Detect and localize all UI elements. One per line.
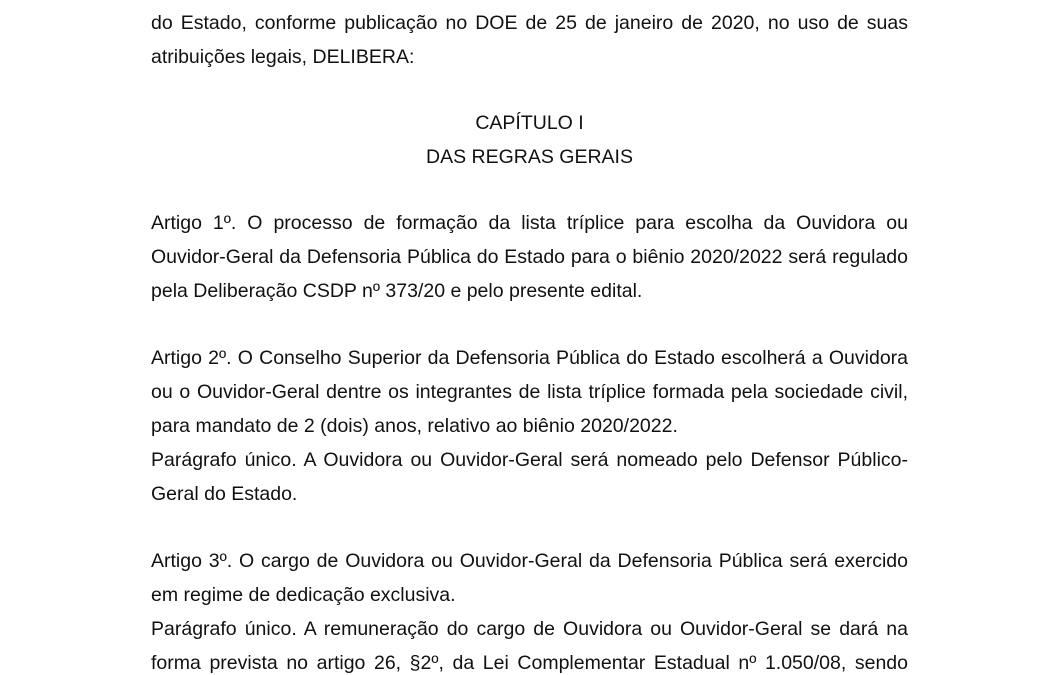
chapter-title: DAS REGRAS GERAIS bbox=[426, 146, 633, 168]
article-3-paragraph-line-2: forma prevista no artigo 26, §2º, da Lei Complementar Estadual nº 1.050/08, sendo bbox=[151, 652, 908, 674]
intro-line-2: atribuições legais, DELIBERA: bbox=[151, 46, 415, 68]
article-2-paragraph-line-2: Geral do Estado. bbox=[151, 483, 298, 505]
article-2-line-1: Artigo 2º. O Conselho Superior da Defensoria Pública do Estado escolherá a Ouvidora bbox=[151, 347, 908, 369]
chapter-number: CAPÍTULO I bbox=[475, 112, 584, 134]
article-2 bbox=[151, 341, 908, 511]
intro-paragraph bbox=[151, 6, 908, 74]
intro-line-1: do Estado, conforme publicação no DOE de 25 de janeiro de 2020, no uso de suas bbox=[151, 12, 908, 34]
article-3-line-2: em regime de dedicação exclusiva. bbox=[151, 584, 456, 606]
article-1 bbox=[151, 206, 908, 308]
article-2-line-2: ou o Ouvidor-Geral dentre os integrantes de lista tríplice formada pela sociedade civil, bbox=[151, 381, 908, 403]
article-2-line-3: para mandato de 2 (dois) anos, relativo ao biênio 2020/2022. bbox=[151, 415, 678, 437]
article-1-line-3: pela Deliberação CSDP nº 373/20 e pelo presente edital. bbox=[151, 280, 643, 302]
article-3-line-1: Artigo 3º. O cargo de Ouvidora ou Ouvidor-Geral da Defensoria Pública será exercido bbox=[151, 550, 908, 572]
article-3-paragraph-line-1: Parágrafo único. A remuneração do cargo de Ouvidora ou Ouvidor-Geral se dará na bbox=[151, 618, 908, 640]
article-1-line-1: Artigo 1º. O processo de formação da lista tríplice para escolha da Ouvidora ou bbox=[151, 212, 908, 234]
article-3 bbox=[151, 544, 908, 675]
article-1-line-2: Ouvidor-Geral da Defensoria Pública do Estado para o biênio 2020/2022 será regulado bbox=[151, 246, 908, 268]
article-2-paragraph-line-1: Parágrafo único. A Ouvidora ou Ouvidor-Geral será nomeado pelo Defensor Público- bbox=[151, 449, 908, 471]
